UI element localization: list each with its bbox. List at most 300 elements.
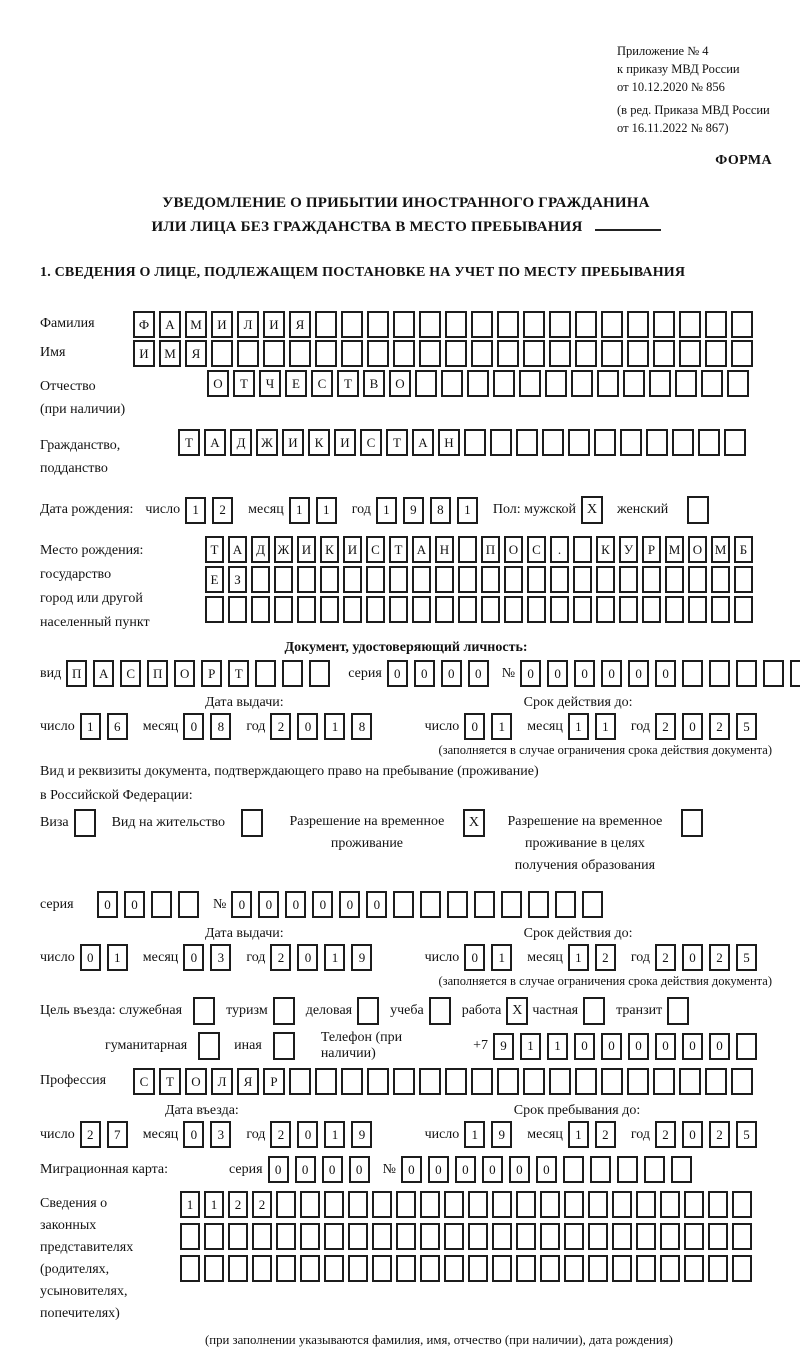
char-cell[interactable]: Ч xyxy=(259,370,281,397)
char-cell[interactable] xyxy=(276,1255,296,1282)
visa-checkbox[interactable] xyxy=(74,809,96,837)
char-cell[interactable]: С xyxy=(366,536,385,563)
temp-residence-edu-checkbox[interactable] xyxy=(681,809,703,837)
char-cell[interactable]: П xyxy=(147,660,168,687)
char-cell[interactable] xyxy=(464,429,486,456)
char-cell[interactable]: 0 xyxy=(297,713,318,740)
char-cell[interactable] xyxy=(393,311,415,338)
char-cell[interactable] xyxy=(588,1191,608,1218)
char-cell[interactable]: 5 xyxy=(736,713,757,740)
char-cell[interactable] xyxy=(415,370,437,397)
char-cell[interactable] xyxy=(372,1223,392,1250)
char-cell[interactable]: Т xyxy=(205,536,224,563)
char-cell[interactable]: М xyxy=(159,340,181,367)
char-cell[interactable]: 1 xyxy=(80,713,101,740)
char-cell[interactable] xyxy=(711,596,730,623)
char-cell[interactable] xyxy=(412,566,431,593)
char-cell[interactable]: 0 xyxy=(574,660,595,687)
char-cell[interactable] xyxy=(348,1191,368,1218)
char-cell[interactable] xyxy=(501,891,522,918)
char-cell[interactable] xyxy=(660,1223,680,1250)
char-cell[interactable] xyxy=(619,596,638,623)
char-cell[interactable] xyxy=(441,370,463,397)
char-cell[interactable]: 0 xyxy=(455,1156,476,1183)
char-cell[interactable]: 2 xyxy=(709,713,730,740)
char-cell[interactable]: 0 xyxy=(258,891,279,918)
char-cell[interactable]: 1 xyxy=(107,944,128,971)
char-cell[interactable]: 1 xyxy=(324,713,345,740)
char-cell[interactable]: 0 xyxy=(268,1156,289,1183)
char-cell[interactable]: 1 xyxy=(324,944,345,971)
char-cell[interactable] xyxy=(642,596,661,623)
char-cell[interactable] xyxy=(623,370,645,397)
char-cell[interactable] xyxy=(367,340,389,367)
char-cell[interactable]: 0 xyxy=(601,660,622,687)
char-cell[interactable]: 0 xyxy=(520,660,541,687)
char-cell[interactable] xyxy=(367,1068,389,1095)
char-cell[interactable] xyxy=(211,340,233,367)
char-cell[interactable] xyxy=(471,311,493,338)
char-cell[interactable] xyxy=(297,566,316,593)
char-cell[interactable]: 1 xyxy=(520,1033,541,1060)
char-cell[interactable] xyxy=(366,596,385,623)
char-cell[interactable] xyxy=(420,1223,440,1250)
char-cell[interactable]: 2 xyxy=(655,713,676,740)
char-cell[interactable] xyxy=(393,1068,415,1095)
char-cell[interactable] xyxy=(274,566,293,593)
char-cell[interactable] xyxy=(708,1255,728,1282)
char-cell[interactable]: Т xyxy=(178,429,200,456)
char-cell[interactable]: 0 xyxy=(482,1156,503,1183)
char-cell[interactable] xyxy=(549,311,571,338)
char-cell[interactable]: 2 xyxy=(212,497,233,524)
char-cell[interactable] xyxy=(575,311,597,338)
char-cell[interactable]: 0 xyxy=(285,891,306,918)
char-cell[interactable] xyxy=(549,1068,571,1095)
char-cell[interactable]: 0 xyxy=(441,660,462,687)
char-cell[interactable] xyxy=(468,1223,488,1250)
char-cell[interactable] xyxy=(708,1191,728,1218)
char-cell[interactable] xyxy=(276,1191,296,1218)
purpose-humanitarian-checkbox[interactable] xyxy=(198,1032,220,1060)
char-cell[interactable]: К xyxy=(596,536,615,563)
char-cell[interactable]: Т xyxy=(386,429,408,456)
char-cell[interactable]: 0 xyxy=(349,1156,370,1183)
char-cell[interactable] xyxy=(297,596,316,623)
char-cell[interactable]: 1 xyxy=(568,944,589,971)
char-cell[interactable] xyxy=(420,1191,440,1218)
char-cell[interactable] xyxy=(679,1068,701,1095)
char-cell[interactable] xyxy=(504,566,523,593)
char-cell[interactable] xyxy=(555,891,576,918)
char-cell[interactable] xyxy=(568,429,590,456)
char-cell[interactable]: О xyxy=(174,660,195,687)
char-cell[interactable] xyxy=(324,1255,344,1282)
char-cell[interactable] xyxy=(458,596,477,623)
sex-female-checkbox[interactable] xyxy=(687,496,709,524)
char-cell[interactable]: А xyxy=(228,536,247,563)
char-cell[interactable] xyxy=(708,1223,728,1250)
char-cell[interactable] xyxy=(665,566,684,593)
char-cell[interactable] xyxy=(682,660,703,687)
char-cell[interactable]: И xyxy=(263,311,285,338)
char-cell[interactable] xyxy=(660,1255,680,1282)
char-cell[interactable]: 0 xyxy=(97,891,118,918)
char-cell[interactable] xyxy=(679,311,701,338)
char-cell[interactable] xyxy=(705,340,727,367)
char-cell[interactable] xyxy=(519,370,541,397)
char-cell[interactable]: О xyxy=(185,1068,207,1095)
char-cell[interactable]: 0 xyxy=(709,1033,730,1060)
char-cell[interactable]: Я xyxy=(289,311,311,338)
char-cell[interactable] xyxy=(348,1223,368,1250)
char-cell[interactable]: 0 xyxy=(682,1121,703,1148)
char-cell[interactable] xyxy=(324,1191,344,1218)
char-cell[interactable] xyxy=(341,1068,363,1095)
char-cell[interactable]: П xyxy=(481,536,500,563)
char-cell[interactable] xyxy=(341,340,363,367)
char-cell[interactable] xyxy=(627,340,649,367)
char-cell[interactable]: Д xyxy=(230,429,252,456)
char-cell[interactable] xyxy=(636,1223,656,1250)
char-cell[interactable]: С xyxy=(360,429,382,456)
char-cell[interactable] xyxy=(688,566,707,593)
purpose-work-checkbox[interactable]: X xyxy=(506,997,528,1025)
char-cell[interactable]: 1 xyxy=(568,713,589,740)
char-cell[interactable]: А xyxy=(204,429,226,456)
char-cell[interactable] xyxy=(228,596,247,623)
char-cell[interactable] xyxy=(389,566,408,593)
char-cell[interactable] xyxy=(671,1156,692,1183)
sex-male-checkbox[interactable]: X xyxy=(581,496,603,524)
char-cell[interactable] xyxy=(734,566,753,593)
char-cell[interactable] xyxy=(205,596,224,623)
char-cell[interactable]: 9 xyxy=(351,944,372,971)
char-cell[interactable]: 3 xyxy=(210,944,231,971)
temp-residence-checkbox[interactable]: X xyxy=(463,809,485,837)
char-cell[interactable]: 0 xyxy=(183,713,204,740)
char-cell[interactable]: Д xyxy=(251,536,270,563)
char-cell[interactable] xyxy=(627,311,649,338)
char-cell[interactable]: 0 xyxy=(428,1156,449,1183)
char-cell[interactable] xyxy=(582,891,603,918)
char-cell[interactable] xyxy=(204,1223,224,1250)
char-cell[interactable]: У xyxy=(619,536,638,563)
char-cell[interactable] xyxy=(282,660,303,687)
char-cell[interactable]: 1 xyxy=(464,1121,485,1148)
char-cell[interactable]: 2 xyxy=(595,1121,616,1148)
char-cell[interactable] xyxy=(619,566,638,593)
char-cell[interactable] xyxy=(180,1223,200,1250)
purpose-other-checkbox[interactable] xyxy=(273,1032,295,1060)
char-cell[interactable]: 6 xyxy=(107,713,128,740)
char-cell[interactable] xyxy=(542,429,564,456)
char-cell[interactable] xyxy=(445,1068,467,1095)
purpose-private-checkbox[interactable] xyxy=(583,997,605,1025)
char-cell[interactable] xyxy=(435,596,454,623)
char-cell[interactable] xyxy=(573,536,592,563)
char-cell[interactable]: 2 xyxy=(270,944,291,971)
char-cell[interactable] xyxy=(617,1156,638,1183)
char-cell[interactable]: Я xyxy=(237,1068,259,1095)
char-cell[interactable] xyxy=(343,596,362,623)
char-cell[interactable]: 9 xyxy=(351,1121,372,1148)
char-cell[interactable]: О xyxy=(504,536,523,563)
char-cell[interactable] xyxy=(343,566,362,593)
char-cell[interactable] xyxy=(575,1068,597,1095)
char-cell[interactable]: А xyxy=(412,429,434,456)
char-cell[interactable]: 1 xyxy=(568,1121,589,1148)
char-cell[interactable]: 1 xyxy=(491,713,512,740)
char-cell[interactable] xyxy=(251,566,270,593)
char-cell[interactable] xyxy=(563,1156,584,1183)
char-cell[interactable]: Я xyxy=(185,340,207,367)
char-cell[interactable] xyxy=(445,311,467,338)
char-cell[interactable] xyxy=(276,1223,296,1250)
char-cell[interactable] xyxy=(575,340,597,367)
char-cell[interactable]: 1 xyxy=(324,1121,345,1148)
char-cell[interactable] xyxy=(612,1191,632,1218)
char-cell[interactable] xyxy=(468,1255,488,1282)
char-cell[interactable] xyxy=(504,596,523,623)
char-cell[interactable]: Н xyxy=(435,536,454,563)
char-cell[interactable]: 7 xyxy=(107,1121,128,1148)
char-cell[interactable] xyxy=(550,566,569,593)
char-cell[interactable]: И xyxy=(297,536,316,563)
purpose-tourism-checkbox[interactable] xyxy=(273,997,295,1025)
char-cell[interactable]: 1 xyxy=(180,1191,200,1218)
char-cell[interactable] xyxy=(675,370,697,397)
char-cell[interactable]: 0 xyxy=(655,660,676,687)
char-cell[interactable] xyxy=(612,1255,632,1282)
char-cell[interactable] xyxy=(724,429,746,456)
char-cell[interactable]: 0 xyxy=(628,660,649,687)
char-cell[interactable]: 9 xyxy=(403,497,424,524)
char-cell[interactable] xyxy=(389,596,408,623)
char-cell[interactable] xyxy=(564,1223,584,1250)
char-cell[interactable] xyxy=(300,1255,320,1282)
char-cell[interactable] xyxy=(180,1255,200,1282)
char-cell[interactable] xyxy=(731,1068,753,1095)
char-cell[interactable] xyxy=(396,1255,416,1282)
char-cell[interactable] xyxy=(688,596,707,623)
char-cell[interactable]: 0 xyxy=(183,944,204,971)
char-cell[interactable]: А xyxy=(159,311,181,338)
char-cell[interactable] xyxy=(237,340,259,367)
char-cell[interactable]: К xyxy=(308,429,330,456)
purpose-study-checkbox[interactable] xyxy=(429,997,451,1025)
char-cell[interactable]: Л xyxy=(237,311,259,338)
char-cell[interactable]: О xyxy=(389,370,411,397)
char-cell[interactable]: 0 xyxy=(295,1156,316,1183)
char-cell[interactable]: Т xyxy=(389,536,408,563)
char-cell[interactable] xyxy=(458,566,477,593)
char-cell[interactable]: 0 xyxy=(468,660,489,687)
char-cell[interactable]: 0 xyxy=(601,1033,622,1060)
char-cell[interactable]: А xyxy=(93,660,114,687)
purpose-transit-checkbox[interactable] xyxy=(667,997,689,1025)
char-cell[interactable] xyxy=(732,1223,752,1250)
char-cell[interactable] xyxy=(474,891,495,918)
char-cell[interactable] xyxy=(255,660,276,687)
char-cell[interactable] xyxy=(252,1223,272,1250)
char-cell[interactable]: 2 xyxy=(655,944,676,971)
char-cell[interactable]: 2 xyxy=(252,1191,272,1218)
char-cell[interactable] xyxy=(372,1255,392,1282)
char-cell[interactable] xyxy=(523,311,545,338)
char-cell[interactable]: 9 xyxy=(491,1121,512,1148)
char-cell[interactable] xyxy=(497,1068,519,1095)
char-cell[interactable] xyxy=(300,1191,320,1218)
char-cell[interactable] xyxy=(341,311,363,338)
char-cell[interactable] xyxy=(467,370,489,397)
char-cell[interactable] xyxy=(372,1191,392,1218)
char-cell[interactable] xyxy=(540,1223,560,1250)
char-cell[interactable] xyxy=(612,1223,632,1250)
char-cell[interactable] xyxy=(620,429,642,456)
char-cell[interactable] xyxy=(596,566,615,593)
char-cell[interactable] xyxy=(493,370,515,397)
char-cell[interactable] xyxy=(540,1191,560,1218)
char-cell[interactable] xyxy=(444,1191,464,1218)
char-cell[interactable] xyxy=(684,1223,704,1250)
char-cell[interactable] xyxy=(393,340,415,367)
char-cell[interactable] xyxy=(289,1068,311,1095)
char-cell[interactable]: 1 xyxy=(185,497,206,524)
char-cell[interactable] xyxy=(523,1068,545,1095)
char-cell[interactable] xyxy=(178,891,199,918)
char-cell[interactable] xyxy=(588,1255,608,1282)
char-cell[interactable]: Е xyxy=(285,370,307,397)
char-cell[interactable]: 1 xyxy=(595,713,616,740)
char-cell[interactable]: . xyxy=(550,536,569,563)
char-cell[interactable] xyxy=(731,340,753,367)
char-cell[interactable]: Т xyxy=(228,660,249,687)
char-cell[interactable]: 1 xyxy=(547,1033,568,1060)
char-cell[interactable]: 2 xyxy=(709,944,730,971)
char-cell[interactable] xyxy=(523,340,545,367)
char-cell[interactable]: 9 xyxy=(493,1033,514,1060)
char-cell[interactable] xyxy=(540,1255,560,1282)
char-cell[interactable]: И xyxy=(343,536,362,563)
char-cell[interactable]: 0 xyxy=(628,1033,649,1060)
char-cell[interactable]: Ж xyxy=(274,536,293,563)
char-cell[interactable] xyxy=(468,1191,488,1218)
char-cell[interactable]: П xyxy=(66,660,87,687)
char-cell[interactable]: 2 xyxy=(595,944,616,971)
char-cell[interactable] xyxy=(516,1255,536,1282)
char-cell[interactable] xyxy=(204,1255,224,1282)
char-cell[interactable] xyxy=(289,340,311,367)
char-cell[interactable] xyxy=(300,1223,320,1250)
char-cell[interactable] xyxy=(252,1255,272,1282)
char-cell[interactable] xyxy=(679,340,701,367)
char-cell[interactable] xyxy=(573,566,592,593)
char-cell[interactable] xyxy=(590,1156,611,1183)
char-cell[interactable] xyxy=(263,340,285,367)
char-cell[interactable]: В xyxy=(363,370,385,397)
char-cell[interactable] xyxy=(396,1191,416,1218)
char-cell[interactable] xyxy=(492,1223,512,1250)
char-cell[interactable] xyxy=(471,340,493,367)
char-cell[interactable]: 0 xyxy=(682,944,703,971)
char-cell[interactable]: 1 xyxy=(204,1191,224,1218)
char-cell[interactable]: М xyxy=(185,311,207,338)
char-cell[interactable] xyxy=(315,340,337,367)
char-cell[interactable]: М xyxy=(665,536,684,563)
char-cell[interactable]: 2 xyxy=(228,1191,248,1218)
char-cell[interactable] xyxy=(732,1191,752,1218)
char-cell[interactable]: И xyxy=(211,311,233,338)
char-cell[interactable]: Л xyxy=(211,1068,233,1095)
char-cell[interactable]: М xyxy=(711,536,730,563)
char-cell[interactable]: Б xyxy=(734,536,753,563)
char-cell[interactable] xyxy=(490,429,512,456)
char-cell[interactable]: С xyxy=(527,536,546,563)
char-cell[interactable] xyxy=(684,1255,704,1282)
char-cell[interactable] xyxy=(315,311,337,338)
char-cell[interactable]: И xyxy=(282,429,304,456)
char-cell[interactable]: 0 xyxy=(574,1033,595,1060)
char-cell[interactable] xyxy=(636,1191,656,1218)
char-cell[interactable] xyxy=(549,340,571,367)
char-cell[interactable] xyxy=(734,596,753,623)
char-cell[interactable]: 1 xyxy=(376,497,397,524)
purpose-business-checkbox[interactable] xyxy=(357,997,379,1025)
char-cell[interactable] xyxy=(419,311,441,338)
char-cell[interactable] xyxy=(481,566,500,593)
char-cell[interactable]: 0 xyxy=(655,1033,676,1060)
char-cell[interactable] xyxy=(709,660,730,687)
char-cell[interactable] xyxy=(471,1068,493,1095)
char-cell[interactable]: Т xyxy=(337,370,359,397)
char-cell[interactable]: Р xyxy=(263,1068,285,1095)
char-cell[interactable] xyxy=(601,311,623,338)
char-cell[interactable] xyxy=(545,370,567,397)
char-cell[interactable] xyxy=(367,311,389,338)
char-cell[interactable]: 2 xyxy=(270,713,291,740)
char-cell[interactable]: 0 xyxy=(464,944,485,971)
purpose-official-checkbox[interactable] xyxy=(193,997,215,1025)
char-cell[interactable] xyxy=(516,1223,536,1250)
char-cell[interactable] xyxy=(274,596,293,623)
char-cell[interactable] xyxy=(653,1068,675,1095)
char-cell[interactable]: 2 xyxy=(80,1121,101,1148)
char-cell[interactable] xyxy=(497,340,519,367)
char-cell[interactable] xyxy=(420,891,441,918)
char-cell[interactable]: О xyxy=(688,536,707,563)
char-cell[interactable]: 2 xyxy=(709,1121,730,1148)
char-cell[interactable]: 0 xyxy=(366,891,387,918)
char-cell[interactable] xyxy=(419,1068,441,1095)
char-cell[interactable]: 0 xyxy=(536,1156,557,1183)
char-cell[interactable] xyxy=(251,596,270,623)
char-cell[interactable] xyxy=(435,566,454,593)
char-cell[interactable] xyxy=(597,370,619,397)
char-cell[interactable]: 0 xyxy=(231,891,252,918)
char-cell[interactable]: Р xyxy=(201,660,222,687)
char-cell[interactable] xyxy=(601,340,623,367)
char-cell[interactable] xyxy=(711,566,730,593)
char-cell[interactable] xyxy=(419,340,441,367)
char-cell[interactable]: 3 xyxy=(210,1121,231,1148)
char-cell[interactable] xyxy=(732,1255,752,1282)
char-cell[interactable] xyxy=(731,311,753,338)
char-cell[interactable]: 0 xyxy=(322,1156,343,1183)
char-cell[interactable] xyxy=(701,370,723,397)
char-cell[interactable]: 5 xyxy=(736,944,757,971)
char-cell[interactable] xyxy=(445,340,467,367)
